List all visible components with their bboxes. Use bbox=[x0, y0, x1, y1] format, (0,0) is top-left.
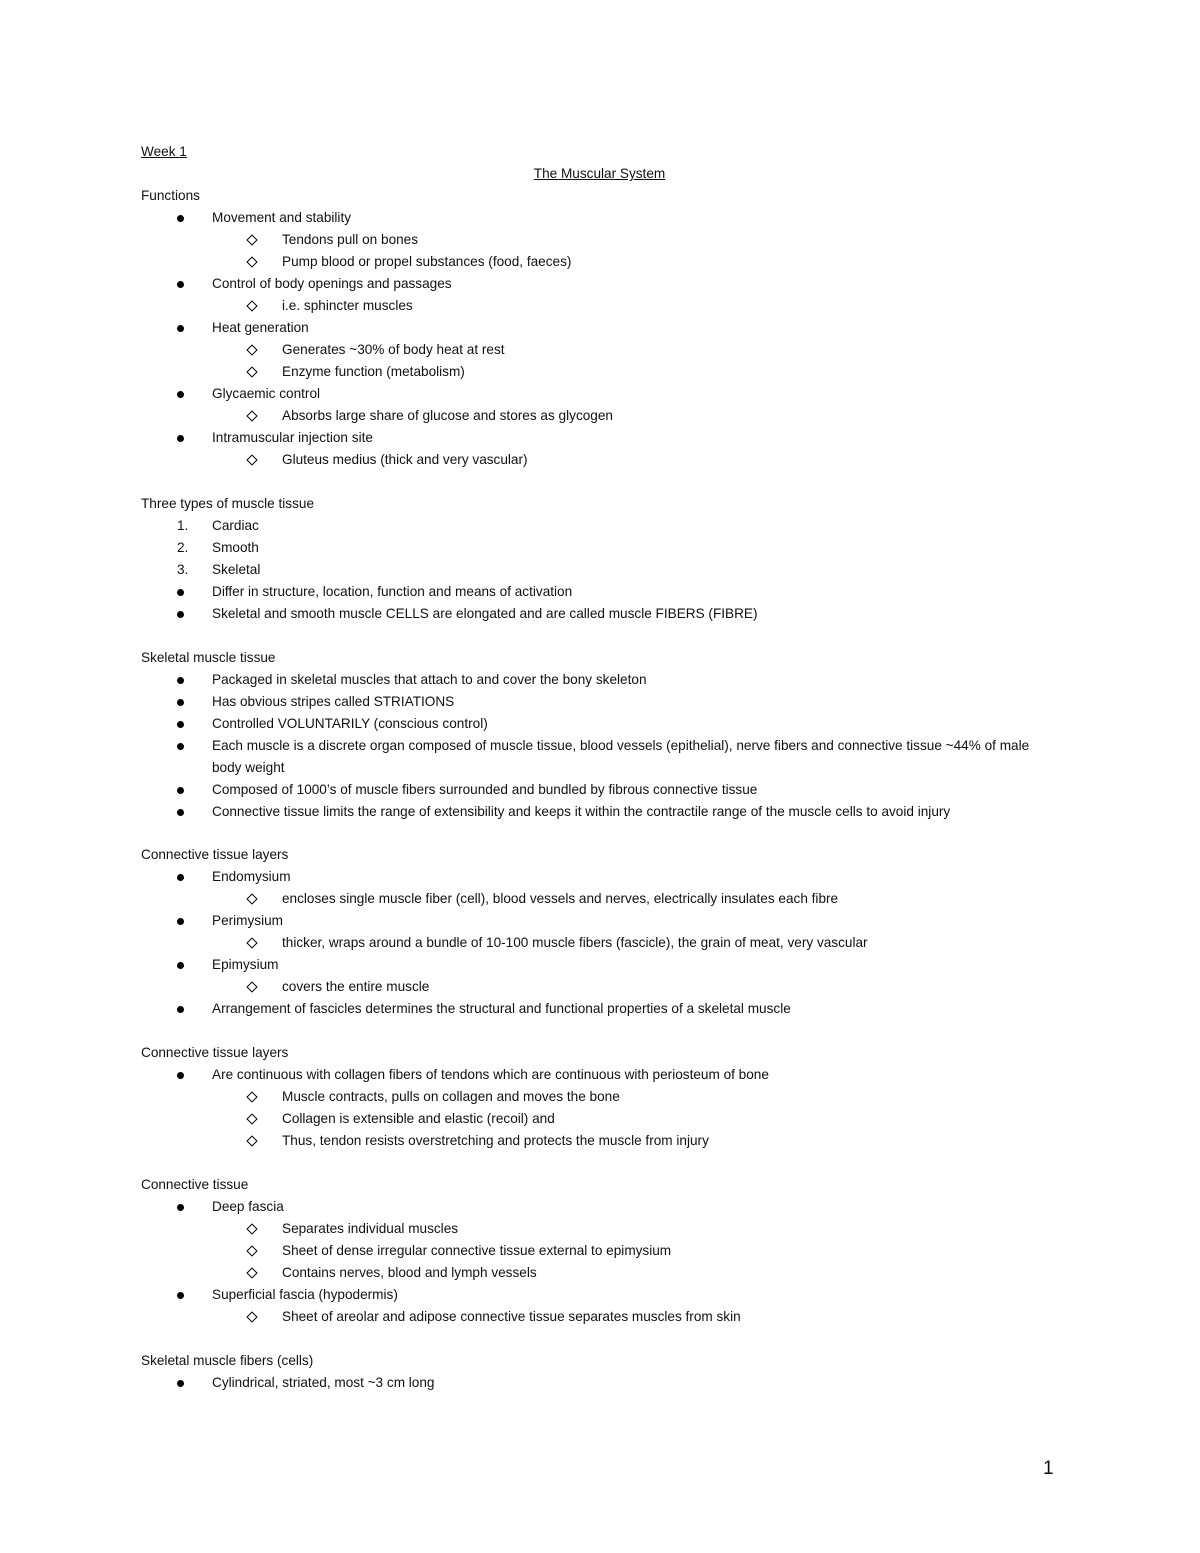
list-item: Differ in structure, location, function and means of activation bbox=[141, 581, 1061, 603]
list-item: Control of body openings and passages bbox=[141, 273, 1061, 295]
bullet-icon bbox=[177, 1372, 184, 1394]
sub-list-item: Enzyme function (metabolism) bbox=[141, 361, 1061, 383]
bullet-icon bbox=[177, 866, 184, 888]
sub-list-item: covers the entire muscle bbox=[141, 976, 1061, 998]
sub-list-item: thicker, wraps around a bundle of 10-100 muscle fibers (fascicle), the grain of meat, very vascular bbox=[141, 932, 1061, 954]
sub-list-item: Muscle contracts, pulls on collagen and moves the bone bbox=[141, 1086, 1061, 1108]
bullet-icon bbox=[177, 1064, 184, 1086]
bullet-icon bbox=[177, 801, 184, 823]
diamond-bullet-icon bbox=[247, 295, 256, 317]
list-number: 1. bbox=[177, 517, 189, 533]
sub-list-item: Generates ~30% of body heat at rest bbox=[141, 339, 1061, 361]
diamond-bullet-icon bbox=[247, 1130, 256, 1152]
sub-list-item: Gluteus medius (thick and very vascular) bbox=[141, 449, 1061, 471]
diamond-bullet-icon bbox=[247, 229, 256, 251]
bullet-icon bbox=[177, 954, 184, 976]
list-item: Connective tissue limits the range of extensibility and keeps it within the contractile range of the muscle cells to avoid injury bbox=[141, 801, 1061, 823]
section-heading-layers: Connective tissue layers bbox=[141, 847, 289, 863]
diamond-bullet-icon bbox=[247, 251, 256, 273]
bullet-icon bbox=[177, 735, 184, 757]
sub-list-item: Thus, tendon resists overstretching and protects the muscle from injury bbox=[141, 1130, 1061, 1152]
bullet-icon bbox=[177, 603, 184, 625]
section-heading-connective-tissue: Connective tissue bbox=[141, 1176, 249, 1192]
list-item: Heat generation bbox=[141, 317, 1061, 339]
bullet-icon bbox=[177, 1196, 184, 1218]
sub-list-item: Sheet of areolar and adipose connective tissue separates muscles from skin bbox=[141, 1306, 1061, 1328]
sub-list-item: Collagen is extensible and elastic (recoil) and bbox=[141, 1108, 1061, 1130]
spacer bbox=[141, 471, 1061, 493]
list-item: Superficial fascia (hypodermis) bbox=[141, 1284, 1061, 1306]
bullet-icon bbox=[177, 998, 184, 1020]
document-body bbox=[141, 141, 1061, 1394]
diamond-bullet-icon bbox=[247, 361, 256, 383]
section-heading-skeletal: Skeletal muscle tissue bbox=[141, 649, 276, 665]
diamond-bullet-icon bbox=[247, 888, 256, 910]
bullet-icon bbox=[177, 1284, 184, 1306]
list-item: Movement and stability bbox=[141, 207, 1061, 229]
spacer bbox=[141, 823, 1061, 845]
sub-list-item: Pump blood or propel substances (food, faeces) bbox=[141, 251, 1061, 273]
diamond-bullet-icon bbox=[247, 976, 256, 998]
diamond-bullet-icon bbox=[247, 1240, 256, 1262]
diamond-bullet-icon bbox=[247, 405, 256, 427]
section-heading-layers-2: Connective tissue layers bbox=[141, 1045, 289, 1061]
page-title: The Muscular System bbox=[533, 166, 666, 181]
sub-list-item: encloses single muscle fiber (cell), blood vessels and nerves, electrically insulates each fibre bbox=[141, 888, 1061, 910]
list-item: Arrangement of fascicles determines the structural and functional properties of a skeletal muscle bbox=[141, 998, 1061, 1020]
bullet-icon bbox=[177, 691, 184, 713]
list-number: 2. bbox=[177, 539, 189, 555]
list-item: Packaged in skeletal muscles that attach to and cover the bony skeleton bbox=[141, 669, 1061, 691]
bullet-icon bbox=[177, 581, 184, 603]
diamond-bullet-icon bbox=[247, 1218, 256, 1240]
spacer bbox=[141, 1152, 1061, 1174]
bullet-icon bbox=[177, 427, 184, 449]
bullet-icon bbox=[177, 317, 184, 339]
spacer bbox=[141, 625, 1061, 647]
sub-list-item: Absorbs large share of glucose and stores as glycogen bbox=[141, 405, 1061, 427]
list-item: Intramuscular injection site bbox=[141, 427, 1061, 449]
list-number: 3. bbox=[177, 561, 189, 577]
bullet-icon bbox=[177, 273, 184, 295]
list-item: Controlled VOLUNTARILY (conscious control) bbox=[141, 713, 1061, 735]
diamond-bullet-icon bbox=[247, 1108, 256, 1130]
numbered-item: 2. Smooth bbox=[141, 537, 1061, 559]
page-number: 1 bbox=[1043, 1458, 1054, 1479]
list-item: Skeletal and smooth muscle CELLS are elongated and are called muscle FIBERS (FIBRE) bbox=[141, 603, 1061, 625]
list-item: Cylindrical, striated, most ~3 cm long bbox=[141, 1372, 1061, 1394]
bullet-icon bbox=[177, 713, 184, 735]
diamond-bullet-icon bbox=[247, 1306, 256, 1328]
diamond-bullet-icon bbox=[247, 339, 256, 361]
diamond-bullet-icon bbox=[247, 1262, 256, 1284]
list-item: Composed of 1000’s of muscle fibers surrounded and bundled by fibrous connective tissue bbox=[141, 779, 1061, 801]
spacer bbox=[141, 1328, 1061, 1350]
list-item: Epimysium bbox=[141, 954, 1061, 976]
bullet-icon bbox=[177, 383, 184, 405]
sub-list-item: Separates individual muscles bbox=[141, 1218, 1061, 1240]
sub-list-item: Contains nerves, blood and lymph vessels bbox=[141, 1262, 1061, 1284]
bullet-icon bbox=[177, 779, 184, 801]
list-item: Perimysium bbox=[141, 910, 1061, 932]
section-heading-fibers: Skeletal muscle fibers (cells) bbox=[141, 1352, 314, 1368]
diamond-bullet-icon bbox=[247, 449, 256, 471]
bullet-icon bbox=[177, 207, 184, 229]
diamond-bullet-icon bbox=[247, 932, 256, 954]
sub-list-item: Tendons pull on bones bbox=[141, 229, 1061, 251]
list-item: Deep fascia bbox=[141, 1196, 1061, 1218]
diamond-bullet-icon bbox=[247, 1086, 256, 1108]
sub-list-item: Sheet of dense irregular connective tissue external to epimysium bbox=[141, 1240, 1061, 1262]
list-item: Glycaemic control bbox=[141, 383, 1061, 405]
list-item: Each muscle is a discrete organ composed of muscle tissue, blood vessels (epithelial), nerve fibers and connective tissue ~44% of male body weight bbox=[141, 735, 1061, 779]
section-heading-types: Three types of muscle tissue bbox=[141, 495, 315, 511]
week-heading: Week 1 bbox=[141, 144, 187, 159]
bullet-icon bbox=[177, 669, 184, 691]
list-item: Endomysium bbox=[141, 866, 1061, 888]
list-item: Has obvious stripes called STRIATIONS bbox=[141, 691, 1061, 713]
sub-list-item: i.e. sphincter muscles bbox=[141, 295, 1061, 317]
section-heading-functions: Functions bbox=[141, 188, 200, 203]
numbered-item: 3. Skeletal bbox=[141, 559, 1061, 581]
spacer bbox=[141, 1020, 1061, 1042]
bullet-icon bbox=[177, 910, 184, 932]
numbered-item: 1. Cardiac bbox=[141, 515, 1061, 537]
list-item: Are continuous with collagen fibers of tendons which are continuous with periosteum of bone bbox=[141, 1064, 1061, 1086]
